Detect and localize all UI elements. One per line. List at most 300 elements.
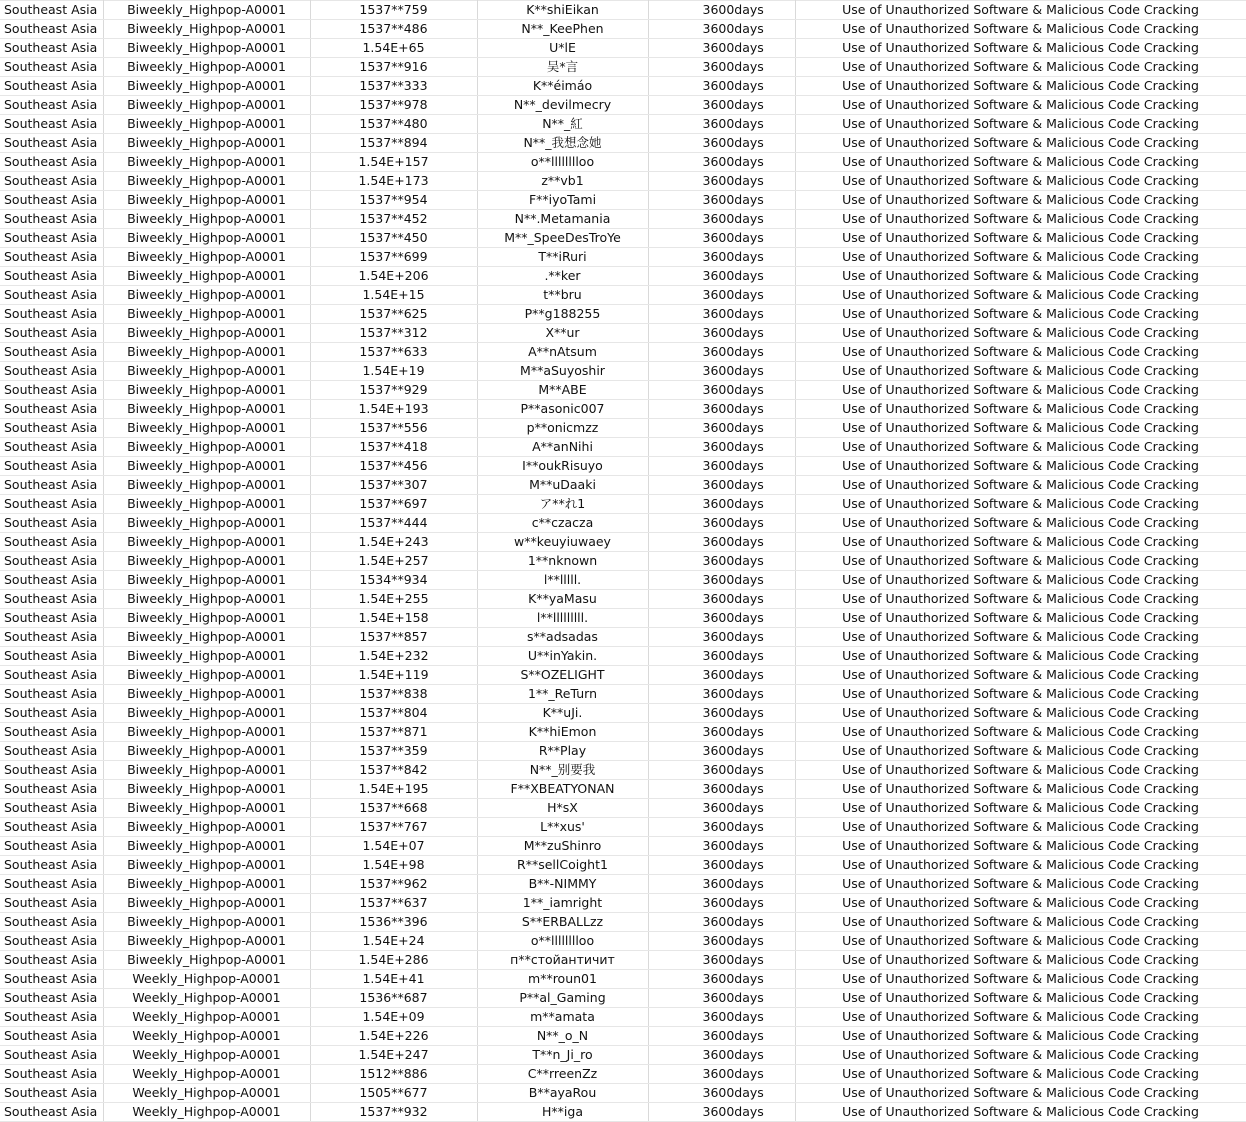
region-cell[interactable]: Southeast Asia (0, 1027, 103, 1046)
player-id-cell[interactable]: 1.54E+15 (310, 286, 477, 305)
player-id-cell[interactable]: 1537**307 (310, 476, 477, 495)
event-cell[interactable]: Biweekly_Highpop-A0001 (103, 818, 310, 837)
event-cell[interactable]: Biweekly_Highpop-A0001 (103, 20, 310, 39)
ban-duration-cell[interactable]: 3600days (648, 989, 795, 1008)
ban-duration-cell[interactable]: 3600days (648, 951, 795, 970)
player-name-cell[interactable]: c**czacza (477, 514, 648, 533)
player-id-cell[interactable]: 1537**359 (310, 742, 477, 761)
event-cell[interactable]: Biweekly_Highpop-A0001 (103, 191, 310, 210)
player-id-cell[interactable]: 1537**962 (310, 875, 477, 894)
violation-reason-cell[interactable]: Use of Unauthorized Software & Malicious Code Cracking (795, 837, 1246, 856)
event-cell[interactable]: Biweekly_Highpop-A0001 (103, 571, 310, 590)
violation-reason-cell[interactable]: Use of Unauthorized Software & Malicious Code Cracking (795, 267, 1246, 286)
player-id-cell[interactable]: 1537**842 (310, 761, 477, 780)
ban-duration-cell[interactable]: 3600days (648, 39, 795, 58)
violation-reason-cell[interactable]: Use of Unauthorized Software & Malicious Code Cracking (795, 894, 1246, 913)
ban-duration-cell[interactable]: 3600days (648, 58, 795, 77)
region-cell[interactable]: Southeast Asia (0, 875, 103, 894)
violation-reason-cell[interactable]: Use of Unauthorized Software & Malicious Code Cracking (795, 780, 1246, 799)
region-cell[interactable]: Southeast Asia (0, 970, 103, 989)
ban-duration-cell[interactable]: 3600days (648, 134, 795, 153)
event-cell[interactable]: Biweekly_Highpop-A0001 (103, 875, 310, 894)
region-cell[interactable]: Southeast Asia (0, 1046, 103, 1065)
player-id-cell[interactable]: 1537**456 (310, 457, 477, 476)
region-cell[interactable]: Southeast Asia (0, 115, 103, 134)
player-name-cell[interactable]: B**-NIMMY (477, 875, 648, 894)
event-cell[interactable]: Weekly_Highpop-A0001 (103, 1065, 310, 1084)
region-cell[interactable]: Southeast Asia (0, 951, 103, 970)
player-name-cell[interactable]: P**g188255 (477, 305, 648, 324)
violation-reason-cell[interactable]: Use of Unauthorized Software & Malicious Code Cracking (795, 39, 1246, 58)
player-name-cell[interactable]: o**lllllllloo (477, 932, 648, 951)
event-cell[interactable]: Biweekly_Highpop-A0001 (103, 381, 310, 400)
violation-reason-cell[interactable]: Use of Unauthorized Software & Malicious Code Cracking (795, 685, 1246, 704)
player-id-cell[interactable]: 1.54E+119 (310, 666, 477, 685)
region-cell[interactable]: Southeast Asia (0, 609, 103, 628)
event-cell[interactable]: Biweekly_Highpop-A0001 (103, 362, 310, 381)
player-name-cell[interactable]: N**_别要我 (477, 761, 648, 780)
player-name-cell[interactable]: P**asonic007 (477, 400, 648, 419)
player-id-cell[interactable]: 1537**637 (310, 894, 477, 913)
region-cell[interactable]: Southeast Asia (0, 343, 103, 362)
player-id-cell[interactable]: 1537**932 (310, 1103, 477, 1122)
player-name-cell[interactable]: 1**_iamright (477, 894, 648, 913)
region-cell[interactable]: Southeast Asia (0, 495, 103, 514)
player-name-cell[interactable]: K**yaMasu (477, 590, 648, 609)
violation-reason-cell[interactable]: Use of Unauthorized Software & Malicious Code Cracking (795, 115, 1246, 134)
player-name-cell[interactable]: U**inYakin. (477, 647, 648, 666)
region-cell[interactable]: Southeast Asia (0, 286, 103, 305)
player-name-cell[interactable]: M**zuShinro (477, 837, 648, 856)
violation-reason-cell[interactable]: Use of Unauthorized Software & Malicious Code Cracking (795, 305, 1246, 324)
ban-duration-cell[interactable]: 3600days (648, 115, 795, 134)
ban-duration-cell[interactable]: 3600days (648, 381, 795, 400)
event-cell[interactable]: Biweekly_Highpop-A0001 (103, 115, 310, 134)
region-cell[interactable]: Southeast Asia (0, 856, 103, 875)
player-id-cell[interactable]: 1.54E+255 (310, 590, 477, 609)
ban-duration-cell[interactable]: 3600days (648, 742, 795, 761)
player-id-cell[interactable]: 1537**480 (310, 115, 477, 134)
event-cell[interactable]: Biweekly_Highpop-A0001 (103, 913, 310, 932)
event-cell[interactable]: Biweekly_Highpop-A0001 (103, 628, 310, 647)
ban-duration-cell[interactable]: 3600days (648, 362, 795, 381)
region-cell[interactable]: Southeast Asia (0, 248, 103, 267)
region-cell[interactable]: Southeast Asia (0, 381, 103, 400)
region-cell[interactable]: Southeast Asia (0, 1103, 103, 1122)
player-id-cell[interactable]: 1.54E+07 (310, 837, 477, 856)
region-cell[interactable]: Southeast Asia (0, 761, 103, 780)
region-cell[interactable]: Southeast Asia (0, 894, 103, 913)
region-cell[interactable]: Southeast Asia (0, 77, 103, 96)
player-name-cell[interactable]: L**xus' (477, 818, 648, 837)
ban-duration-cell[interactable]: 3600days (648, 476, 795, 495)
player-name-cell[interactable]: H**iga (477, 1103, 648, 1122)
player-id-cell[interactable]: 1.54E+98 (310, 856, 477, 875)
violation-reason-cell[interactable]: Use of Unauthorized Software & Malicious Code Cracking (795, 1065, 1246, 1084)
event-cell[interactable]: Biweekly_Highpop-A0001 (103, 742, 310, 761)
player-name-cell[interactable]: 1**_ReTurn (477, 685, 648, 704)
player-name-cell[interactable]: z**vb1 (477, 172, 648, 191)
ban-duration-cell[interactable]: 3600days (648, 267, 795, 286)
player-id-cell[interactable]: 1.54E+257 (310, 552, 477, 571)
player-name-cell[interactable]: S**OZELIGHT (477, 666, 648, 685)
violation-reason-cell[interactable]: Use of Unauthorized Software & Malicious Code Cracking (795, 1027, 1246, 1046)
event-cell[interactable]: Biweekly_Highpop-A0001 (103, 172, 310, 191)
ban-duration-cell[interactable]: 3600days (648, 533, 795, 552)
region-cell[interactable]: Southeast Asia (0, 571, 103, 590)
player-id-cell[interactable]: 1.54E+195 (310, 780, 477, 799)
ban-duration-cell[interactable]: 3600days (648, 153, 795, 172)
player-name-cell[interactable]: s**adsadas (477, 628, 648, 647)
region-cell[interactable]: Southeast Asia (0, 989, 103, 1008)
ban-duration-cell[interactable]: 3600days (648, 1008, 795, 1027)
player-name-cell[interactable]: R**Play (477, 742, 648, 761)
ban-duration-cell[interactable]: 3600days (648, 286, 795, 305)
ban-duration-cell[interactable]: 3600days (648, 248, 795, 267)
event-cell[interactable]: Weekly_Highpop-A0001 (103, 1046, 310, 1065)
player-id-cell[interactable]: 1.54E+232 (310, 647, 477, 666)
event-cell[interactable]: Biweekly_Highpop-A0001 (103, 837, 310, 856)
player-name-cell[interactable]: N**_o_N (477, 1027, 648, 1046)
player-name-cell[interactable]: N**_KeePhen (477, 20, 648, 39)
region-cell[interactable]: Southeast Asia (0, 362, 103, 381)
event-cell[interactable]: Biweekly_Highpop-A0001 (103, 666, 310, 685)
player-id-cell[interactable]: 1512**886 (310, 1065, 477, 1084)
violation-reason-cell[interactable]: Use of Unauthorized Software & Malicious Code Cracking (795, 609, 1246, 628)
player-name-cell[interactable]: R**sellCoight1 (477, 856, 648, 875)
event-cell[interactable]: Weekly_Highpop-A0001 (103, 970, 310, 989)
event-cell[interactable]: Biweekly_Highpop-A0001 (103, 761, 310, 780)
region-cell[interactable]: Southeast Asia (0, 134, 103, 153)
region-cell[interactable]: Southeast Asia (0, 438, 103, 457)
player-id-cell[interactable]: 1537**804 (310, 704, 477, 723)
event-cell[interactable]: Biweekly_Highpop-A0001 (103, 780, 310, 799)
region-cell[interactable]: Southeast Asia (0, 20, 103, 39)
ban-duration-cell[interactable]: 3600days (648, 571, 795, 590)
player-name-cell[interactable]: m**amata (477, 1008, 648, 1027)
event-cell[interactable]: Biweekly_Highpop-A0001 (103, 799, 310, 818)
player-id-cell[interactable]: 1.54E+24 (310, 932, 477, 951)
player-id-cell[interactable]: 1537**668 (310, 799, 477, 818)
ban-duration-cell[interactable]: 3600days (648, 1046, 795, 1065)
ban-duration-cell[interactable]: 3600days (648, 229, 795, 248)
ban-duration-cell[interactable]: 3600days (648, 419, 795, 438)
ban-duration-cell[interactable]: 3600days (648, 1027, 795, 1046)
ban-duration-cell[interactable]: 3600days (648, 552, 795, 571)
event-cell[interactable]: Biweekly_Highpop-A0001 (103, 590, 310, 609)
ban-duration-cell[interactable]: 3600days (648, 495, 795, 514)
ban-duration-cell[interactable]: 3600days (648, 20, 795, 39)
player-id-cell[interactable]: 1505**677 (310, 1084, 477, 1103)
player-name-cell[interactable]: C**rreenZz (477, 1065, 648, 1084)
player-name-cell[interactable]: w**keuyiuwaey (477, 533, 648, 552)
event-cell[interactable]: Biweekly_Highpop-A0001 (103, 894, 310, 913)
violation-reason-cell[interactable]: Use of Unauthorized Software & Malicious Code Cracking (795, 932, 1246, 951)
player-id-cell[interactable]: 1.54E+173 (310, 172, 477, 191)
player-name-cell[interactable]: U*lE (477, 39, 648, 58)
event-cell[interactable]: Weekly_Highpop-A0001 (103, 989, 310, 1008)
player-id-cell[interactable]: 1.54E+158 (310, 609, 477, 628)
violation-reason-cell[interactable]: Use of Unauthorized Software & Malicious Code Cracking (795, 533, 1246, 552)
region-cell[interactable]: Southeast Asia (0, 153, 103, 172)
player-id-cell[interactable]: 1537**418 (310, 438, 477, 457)
event-cell[interactable]: Biweekly_Highpop-A0001 (103, 552, 310, 571)
region-cell[interactable]: Southeast Asia (0, 1065, 103, 1084)
player-id-cell[interactable]: 1.54E+243 (310, 533, 477, 552)
player-name-cell[interactable]: l**lllllllll. (477, 609, 648, 628)
player-name-cell[interactable]: p**onicmzz (477, 419, 648, 438)
event-cell[interactable]: Biweekly_Highpop-A0001 (103, 419, 310, 438)
violation-reason-cell[interactable]: Use of Unauthorized Software & Malicious Code Cracking (795, 951, 1246, 970)
violation-reason-cell[interactable]: Use of Unauthorized Software & Malicious Code Cracking (795, 229, 1246, 248)
player-name-cell[interactable]: T**iRuri (477, 248, 648, 267)
region-cell[interactable]: Southeast Asia (0, 1, 103, 20)
player-id-cell[interactable]: 1537**450 (310, 229, 477, 248)
region-cell[interactable]: Southeast Asia (0, 58, 103, 77)
violation-reason-cell[interactable]: Use of Unauthorized Software & Malicious Code Cracking (795, 400, 1246, 419)
violation-reason-cell[interactable]: Use of Unauthorized Software & Malicious Code Cracking (795, 818, 1246, 837)
region-cell[interactable]: Southeast Asia (0, 932, 103, 951)
player-name-cell[interactable]: K**uJi. (477, 704, 648, 723)
violation-reason-cell[interactable]: Use of Unauthorized Software & Malicious Code Cracking (795, 96, 1246, 115)
player-name-cell[interactable]: F**XBEATYONAN (477, 780, 648, 799)
player-id-cell[interactable]: 1.54E+193 (310, 400, 477, 419)
event-cell[interactable]: Biweekly_Highpop-A0001 (103, 39, 310, 58)
player-id-cell[interactable]: 1537**767 (310, 818, 477, 837)
ban-duration-cell[interactable]: 3600days (648, 514, 795, 533)
player-name-cell[interactable]: A**anNihi (477, 438, 648, 457)
region-cell[interactable]: Southeast Asia (0, 305, 103, 324)
region-cell[interactable]: Southeast Asia (0, 913, 103, 932)
event-cell[interactable]: Biweekly_Highpop-A0001 (103, 153, 310, 172)
player-id-cell[interactable]: 1536**687 (310, 989, 477, 1008)
event-cell[interactable]: Biweekly_Highpop-A0001 (103, 476, 310, 495)
region-cell[interactable]: Southeast Asia (0, 723, 103, 742)
ban-duration-cell[interactable]: 3600days (648, 628, 795, 647)
ban-duration-cell[interactable]: 3600days (648, 685, 795, 704)
player-id-cell[interactable]: 1537**633 (310, 343, 477, 362)
violation-reason-cell[interactable]: Use of Unauthorized Software & Malicious Code Cracking (795, 248, 1246, 267)
ban-duration-cell[interactable]: 3600days (648, 400, 795, 419)
event-cell[interactable]: Biweekly_Highpop-A0001 (103, 58, 310, 77)
violation-reason-cell[interactable]: Use of Unauthorized Software & Malicious Code Cracking (795, 1046, 1246, 1065)
ban-duration-cell[interactable]: 3600days (648, 590, 795, 609)
player-name-cell[interactable]: m**roun01 (477, 970, 648, 989)
region-cell[interactable]: Southeast Asia (0, 590, 103, 609)
event-cell[interactable]: Biweekly_Highpop-A0001 (103, 856, 310, 875)
ban-duration-cell[interactable]: 3600days (648, 305, 795, 324)
ban-duration-cell[interactable]: 3600days (648, 1084, 795, 1103)
player-id-cell[interactable]: 1537**444 (310, 514, 477, 533)
region-cell[interactable]: Southeast Asia (0, 533, 103, 552)
region-cell[interactable]: Southeast Asia (0, 837, 103, 856)
player-name-cell[interactable]: K**éimáo (477, 77, 648, 96)
violation-reason-cell[interactable]: Use of Unauthorized Software & Malicious Code Cracking (795, 172, 1246, 191)
player-name-cell[interactable]: п**стойантичит (477, 951, 648, 970)
region-cell[interactable]: Southeast Asia (0, 210, 103, 229)
ban-duration-cell[interactable]: 3600days (648, 970, 795, 989)
ban-duration-cell[interactable]: 3600days (648, 172, 795, 191)
ban-duration-cell[interactable]: 3600days (648, 723, 795, 742)
player-id-cell[interactable]: 1537**312 (310, 324, 477, 343)
region-cell[interactable]: Southeast Asia (0, 514, 103, 533)
ban-duration-cell[interactable]: 3600days (648, 1, 795, 20)
violation-reason-cell[interactable]: Use of Unauthorized Software & Malicious Code Cracking (795, 723, 1246, 742)
violation-reason-cell[interactable]: Use of Unauthorized Software & Malicious Code Cracking (795, 1008, 1246, 1027)
violation-reason-cell[interactable]: Use of Unauthorized Software & Malicious Code Cracking (795, 875, 1246, 894)
event-cell[interactable]: Biweekly_Highpop-A0001 (103, 210, 310, 229)
ban-duration-cell[interactable]: 3600days (648, 1103, 795, 1122)
player-id-cell[interactable]: 1534**934 (310, 571, 477, 590)
violation-reason-cell[interactable]: Use of Unauthorized Software & Malicious Code Cracking (795, 913, 1246, 932)
violation-reason-cell[interactable]: Use of Unauthorized Software & Malicious Code Cracking (795, 77, 1246, 96)
ban-duration-cell[interactable]: 3600days (648, 191, 795, 210)
violation-reason-cell[interactable]: Use of Unauthorized Software & Malicious Code Cracking (795, 1103, 1246, 1122)
ban-duration-cell[interactable]: 3600days (648, 210, 795, 229)
player-id-cell[interactable]: 1.54E+41 (310, 970, 477, 989)
event-cell[interactable]: Biweekly_Highpop-A0001 (103, 286, 310, 305)
region-cell[interactable]: Southeast Asia (0, 96, 103, 115)
region-cell[interactable]: Southeast Asia (0, 1008, 103, 1027)
player-name-cell[interactable]: N**.Metamania (477, 210, 648, 229)
event-cell[interactable]: Biweekly_Highpop-A0001 (103, 514, 310, 533)
event-cell[interactable]: Biweekly_Highpop-A0001 (103, 685, 310, 704)
event-cell[interactable]: Biweekly_Highpop-A0001 (103, 951, 310, 970)
region-cell[interactable]: Southeast Asia (0, 419, 103, 438)
region-cell[interactable]: Southeast Asia (0, 647, 103, 666)
violation-reason-cell[interactable]: Use of Unauthorized Software & Malicious Code Cracking (795, 742, 1246, 761)
event-cell[interactable]: Biweekly_Highpop-A0001 (103, 96, 310, 115)
event-cell[interactable]: Biweekly_Highpop-A0001 (103, 438, 310, 457)
region-cell[interactable]: Southeast Asia (0, 1084, 103, 1103)
event-cell[interactable]: Biweekly_Highpop-A0001 (103, 229, 310, 248)
region-cell[interactable]: Southeast Asia (0, 191, 103, 210)
event-cell[interactable]: Biweekly_Highpop-A0001 (103, 343, 310, 362)
violation-reason-cell[interactable]: Use of Unauthorized Software & Malicious Code Cracking (795, 799, 1246, 818)
violation-reason-cell[interactable]: Use of Unauthorized Software & Malicious Code Cracking (795, 628, 1246, 647)
violation-reason-cell[interactable]: Use of Unauthorized Software & Malicious Code Cracking (795, 134, 1246, 153)
player-name-cell[interactable]: K**hiEmon (477, 723, 648, 742)
region-cell[interactable]: Southeast Asia (0, 704, 103, 723)
player-id-cell[interactable]: 1.54E+09 (310, 1008, 477, 1027)
ban-duration-cell[interactable]: 3600days (648, 609, 795, 628)
ban-duration-cell[interactable]: 3600days (648, 324, 795, 343)
player-id-cell[interactable]: 1.54E+286 (310, 951, 477, 970)
region-cell[interactable]: Southeast Asia (0, 324, 103, 343)
region-cell[interactable]: Southeast Asia (0, 172, 103, 191)
violation-reason-cell[interactable]: Use of Unauthorized Software & Malicious Code Cracking (795, 761, 1246, 780)
player-id-cell[interactable]: 1537**929 (310, 381, 477, 400)
region-cell[interactable]: Southeast Asia (0, 476, 103, 495)
player-id-cell[interactable]: 1.54E+157 (310, 153, 477, 172)
event-cell[interactable]: Biweekly_Highpop-A0001 (103, 495, 310, 514)
player-id-cell[interactable]: 1537**759 (310, 1, 477, 20)
player-id-cell[interactable]: 1537**697 (310, 495, 477, 514)
player-id-cell[interactable]: 1537**954 (310, 191, 477, 210)
region-cell[interactable]: Southeast Asia (0, 267, 103, 286)
event-cell[interactable]: Biweekly_Highpop-A0001 (103, 267, 310, 286)
event-cell[interactable]: Weekly_Highpop-A0001 (103, 1027, 310, 1046)
ban-duration-cell[interactable]: 3600days (648, 875, 795, 894)
event-cell[interactable]: Biweekly_Highpop-A0001 (103, 134, 310, 153)
violation-reason-cell[interactable]: Use of Unauthorized Software & Malicious Code Cracking (795, 1084, 1246, 1103)
player-id-cell[interactable]: 1.54E+206 (310, 267, 477, 286)
player-name-cell[interactable]: N**_我想念她 (477, 134, 648, 153)
violation-reason-cell[interactable]: Use of Unauthorized Software & Malicious Code Cracking (795, 666, 1246, 685)
ban-duration-cell[interactable]: 3600days (648, 438, 795, 457)
ban-duration-cell[interactable]: 3600days (648, 647, 795, 666)
player-name-cell[interactable]: M**_SpeeDesTroYe (477, 229, 648, 248)
violation-reason-cell[interactable]: Use of Unauthorized Software & Malicious Code Cracking (795, 514, 1246, 533)
event-cell[interactable]: Biweekly_Highpop-A0001 (103, 400, 310, 419)
player-id-cell[interactable]: 1537**556 (310, 419, 477, 438)
ban-duration-cell[interactable]: 3600days (648, 913, 795, 932)
violation-reason-cell[interactable]: Use of Unauthorized Software & Malicious Code Cracking (795, 191, 1246, 210)
player-name-cell[interactable]: S**ERBALLzz (477, 913, 648, 932)
player-name-cell[interactable]: o**lllllllloo (477, 153, 648, 172)
player-id-cell[interactable]: 1537**699 (310, 248, 477, 267)
region-cell[interactable]: Southeast Asia (0, 39, 103, 58)
ban-duration-cell[interactable]: 3600days (648, 856, 795, 875)
player-name-cell[interactable]: .**ker (477, 267, 648, 286)
violation-reason-cell[interactable]: Use of Unauthorized Software & Malicious Code Cracking (795, 457, 1246, 476)
violation-reason-cell[interactable]: Use of Unauthorized Software & Malicious Code Cracking (795, 20, 1246, 39)
event-cell[interactable]: Biweekly_Highpop-A0001 (103, 457, 310, 476)
player-id-cell[interactable]: 1536**396 (310, 913, 477, 932)
ban-duration-cell[interactable]: 3600days (648, 704, 795, 723)
player-name-cell[interactable]: M**ABE (477, 381, 648, 400)
player-id-cell[interactable]: 1537**978 (310, 96, 477, 115)
event-cell[interactable]: Biweekly_Highpop-A0001 (103, 609, 310, 628)
player-id-cell[interactable]: 1537**333 (310, 77, 477, 96)
player-id-cell[interactable]: 1.54E+65 (310, 39, 477, 58)
ban-duration-cell[interactable]: 3600days (648, 780, 795, 799)
violation-reason-cell[interactable]: Use of Unauthorized Software & Malicious Code Cracking (795, 343, 1246, 362)
player-name-cell[interactable]: I**oukRisuyo (477, 457, 648, 476)
player-id-cell[interactable]: 1537**625 (310, 305, 477, 324)
player-id-cell[interactable]: 1537**838 (310, 685, 477, 704)
violation-reason-cell[interactable]: Use of Unauthorized Software & Malicious Code Cracking (795, 324, 1246, 343)
player-id-cell[interactable]: 1537**857 (310, 628, 477, 647)
player-id-cell[interactable]: 1537**894 (310, 134, 477, 153)
player-name-cell[interactable]: M**aSuyoshir (477, 362, 648, 381)
violation-reason-cell[interactable]: Use of Unauthorized Software & Malicious Code Cracking (795, 970, 1246, 989)
player-name-cell[interactable]: 吴*言 (477, 58, 648, 77)
violation-reason-cell[interactable]: Use of Unauthorized Software & Malicious Code Cracking (795, 58, 1246, 77)
violation-reason-cell[interactable]: Use of Unauthorized Software & Malicious Code Cracking (795, 590, 1246, 609)
player-name-cell[interactable]: K**shiEikan (477, 1, 648, 20)
violation-reason-cell[interactable]: Use of Unauthorized Software & Malicious Code Cracking (795, 438, 1246, 457)
event-cell[interactable]: Biweekly_Highpop-A0001 (103, 324, 310, 343)
violation-reason-cell[interactable]: Use of Unauthorized Software & Malicious Code Cracking (795, 989, 1246, 1008)
event-cell[interactable]: Biweekly_Highpop-A0001 (103, 77, 310, 96)
violation-reason-cell[interactable]: Use of Unauthorized Software & Malicious Code Cracking (795, 1, 1246, 20)
player-name-cell[interactable]: N**_紅 (477, 115, 648, 134)
region-cell[interactable]: Southeast Asia (0, 818, 103, 837)
player-name-cell[interactable]: P**al_Gaming (477, 989, 648, 1008)
violation-reason-cell[interactable]: Use of Unauthorized Software & Malicious Code Cracking (795, 856, 1246, 875)
ban-duration-cell[interactable]: 3600days (648, 457, 795, 476)
player-name-cell[interactable]: H*sX (477, 799, 648, 818)
player-id-cell[interactable]: 1.54E+19 (310, 362, 477, 381)
ban-duration-cell[interactable]: 3600days (648, 666, 795, 685)
ban-duration-cell[interactable]: 3600days (648, 932, 795, 951)
violation-reason-cell[interactable]: Use of Unauthorized Software & Malicious Code Cracking (795, 210, 1246, 229)
ban-duration-cell[interactable]: 3600days (648, 343, 795, 362)
ban-duration-cell[interactable]: 3600days (648, 837, 795, 856)
region-cell[interactable]: Southeast Asia (0, 780, 103, 799)
event-cell[interactable]: Biweekly_Highpop-A0001 (103, 723, 310, 742)
